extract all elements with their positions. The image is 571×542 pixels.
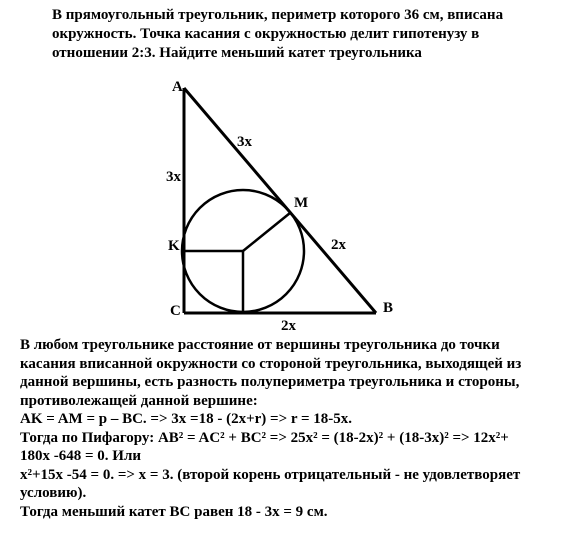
problem-line-3: отношении 2:3. Найдите меньший катет треугольника <box>52 45 422 61</box>
segment-mb-label: 2x <box>331 237 346 253</box>
vertex-c-label: C <box>170 303 181 319</box>
solution-line-6: Тогда по Пифагору: AB² = AC² + BC² => 25x² = (18-2x)² + (18-3x)² => 12x²+ <box>20 429 509 446</box>
vertex-b-label: B <box>383 300 394 316</box>
solution-line-10: Тогда меньший катет BC равен 18 - 3x = 9 см. <box>20 503 328 520</box>
hypotenuse-ab <box>184 88 376 313</box>
solution-line-4: противолежащей данной вершине: <box>20 392 258 409</box>
solution-line-1: В любом треугольнике расстояние от вершины треугольника до точки <box>20 337 500 353</box>
point-m-label: M <box>294 195 309 211</box>
problem-line-1: В прямоугольный треугольник, периметр которого 36 см, вписана <box>52 7 504 23</box>
radii <box>184 213 290 313</box>
segment-ak-label: 3x <box>166 169 181 185</box>
solution-line-3: данной вершины, есть разность полупериметра треугольника и стороны, <box>20 374 520 390</box>
solution-text <box>20 336 565 521</box>
segment-am-label: 3x <box>237 134 252 150</box>
solution-line-8: x²+15x -54 = 0. => x = 3. (второй корень отрицательный - не удовлетворяет <box>20 466 521 483</box>
solution-line-7: 180x -648 = 0. Или <box>20 448 142 464</box>
solution-line-9: условию). <box>20 485 87 501</box>
radius-to-m <box>243 213 290 251</box>
vertex-a-label: A <box>172 79 183 95</box>
solution-line-5: AK = AM = p – BC. => 3x =18 - (2x+r) => r = 18-5x. <box>20 411 353 427</box>
segment-cb-label: 2x <box>281 318 296 334</box>
solution-line-2: касания вписанной окружности со стороной треугольника, выходящей из <box>20 355 522 372</box>
triangle-shape <box>184 88 376 313</box>
point-k-label: K <box>168 238 180 254</box>
problem-line-2: окружность. Точка касания с окружностью делит гипотенузу в <box>52 26 480 42</box>
